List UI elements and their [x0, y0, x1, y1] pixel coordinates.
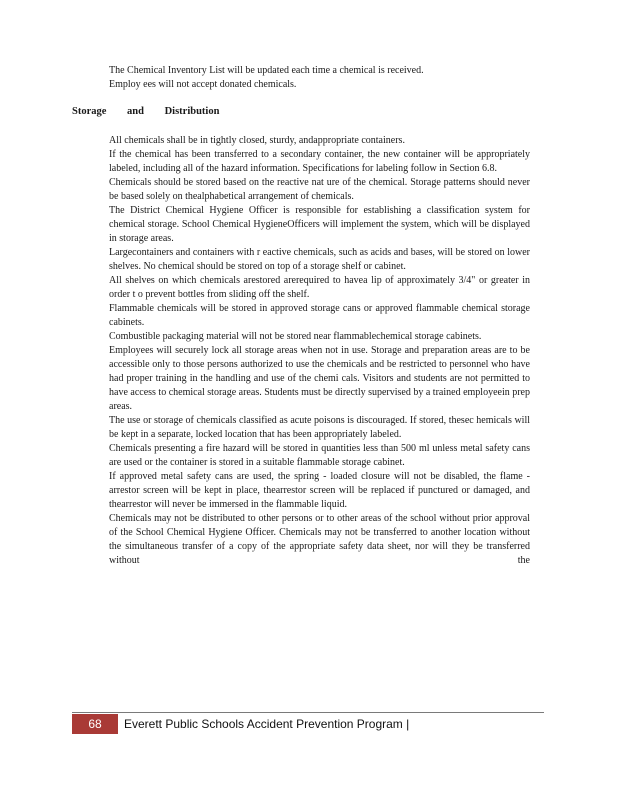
list-item-text: Flammable chemicals will be stored in approved storage cans or approved flammable chemical storage cabinets.: [109, 303, 530, 328]
list-item: [90, 78, 530, 92]
intro-list: [90, 64, 530, 92]
list-item: [90, 512, 530, 568]
list-item-text: Chemicals may not be distributed to other persons or to other areas of the school without prior approval of the School Chemical Hygiene Officer. Chemicals may not be transferred to another location without the simultaneous transfer of a copy of the appropriate safety data sheet, nor will they be transferred without the: [109, 513, 530, 566]
storage-list: [90, 134, 530, 568]
list-item-text: If approved metal safety cans are used, the spring - loaded closure will not be disabled, the flame - arrestor screen will be kept in place, thearrestor screen will be replaced if punctured or damaged, and thearrestor will never be immersed in the flammable liquid.: [109, 471, 530, 510]
list-item-text: Largecontainers and containers with r eactive chemicals, such as acids and bases, will be stored on lower shelves. No chemical should be stored on top of a storage shelf or cabinet.: [109, 247, 530, 272]
section-heading: Storage and Distribution: [72, 106, 220, 117]
list-item: [90, 302, 530, 330]
list-item-text: Employ ees will not accept donated chemicals.: [109, 79, 297, 90]
list-item-text: The District Chemical Hygiene Officer is responsible for establishing a classification system for chemical storage. School Chemical HygieneOfficers will implement the system, which will be displayed in storage areas.: [109, 205, 530, 244]
list-item-text: Chemicals should be stored based on the reactive nat ure of the chemical. Storage patterns should never be based solely on thealphabetical arrangement of chemicals.: [109, 177, 530, 202]
list-item-text: If the chemical has been transferred to a secondary container, the new container will be appropriately labeled, including all of the hazard information. Specifications for labeling follow in Section 6.8.: [109, 149, 530, 174]
list-item: [90, 246, 530, 274]
list-item: [90, 470, 530, 512]
list-item: [90, 204, 530, 246]
page-footer: [72, 714, 544, 734]
list-item-text: Combustible packaging material will not be stored near flammablechemical storage cabinets.: [109, 331, 482, 342]
list-item: [90, 344, 530, 414]
list-item-text: All shelves on which chemicals arestored arerequired to havea lip of approximately 3/4" or greater in order t o prevent bottles from sliding off the shelf.: [109, 275, 530, 300]
list-item: [90, 64, 530, 78]
list-item: [90, 176, 530, 204]
page-number: 68: [72, 714, 118, 734]
list-item: [90, 134, 530, 148]
footer-divider: [72, 712, 544, 713]
footer-title: Everett Public Schools Accident Prevention Program |: [124, 717, 410, 731]
list-item: [90, 274, 530, 302]
list-item-text: Employees will securely lock all storage areas when not in use. Storage and preparation areas are to be accessible only to those persons authorized to use the chemicals and be restricted to personnel who have had proper training in the handling and use of the chemi cals. Visitors and students are not permitted to have access to chemical storage areas. Students must be directly supervised by a trained employeein prep areas.: [109, 345, 530, 412]
list-item: [90, 414, 530, 442]
list-item-text: The use or storage of chemicals classified as acute poisons is discouraged. If stored, thesec hemicals will be kept in a separate, locked location that has been appropriately labeled.: [109, 415, 530, 440]
list-item: [90, 442, 530, 470]
list-item-text: Chemicals presenting a fire hazard will be stored in quantities less than 500 ml unless metal safety cans are used or the container is stored in a suitable flammable storage cabinet.: [109, 443, 530, 468]
list-item-text: The Chemical Inventory List will be updated each time a chemical is received.: [109, 65, 424, 76]
list-item-text: All chemicals shall be in tightly closed, sturdy, andappropriate containers.: [109, 135, 405, 146]
list-item: [90, 148, 530, 176]
list-item: [90, 330, 530, 344]
